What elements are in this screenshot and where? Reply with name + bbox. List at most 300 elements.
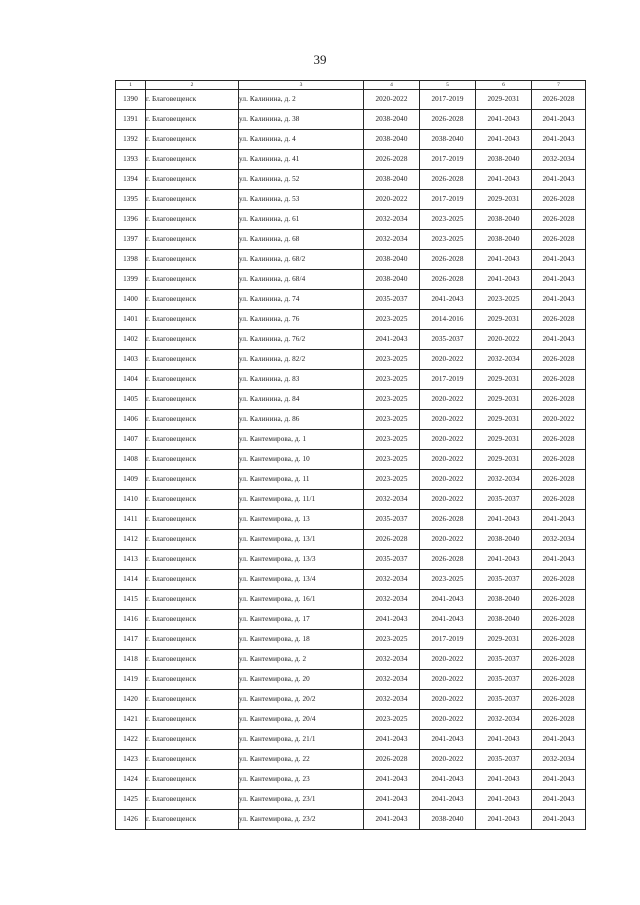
address-cell: ул. Кантемирова, д. 13/1 <box>239 530 364 550</box>
table-row <box>116 650 586 670</box>
row-number-cell: 1402 <box>116 330 146 350</box>
period-cell-7: 2041-2043 <box>532 810 586 830</box>
city-cell: г. Благовещенск <box>146 190 239 210</box>
period-cell-5: 2020-2022 <box>420 350 476 370</box>
row-number-cell: 1393 <box>116 150 146 170</box>
period-cell-7: 2041-2043 <box>532 110 586 130</box>
table-row <box>116 630 586 650</box>
period-cell-5: 2026-2028 <box>420 170 476 190</box>
period-cell-4: 2020-2022 <box>364 90 420 110</box>
address-cell: ул. Калинина, д. 68/2 <box>239 250 364 270</box>
row-number-cell: 1421 <box>116 710 146 730</box>
city-cell: г. Благовещенск <box>146 590 239 610</box>
city-cell: г. Благовещенск <box>146 430 239 450</box>
address-cell: ул. Калинина, д. 68 <box>239 230 364 250</box>
table-row <box>116 370 586 390</box>
period-cell-7: 2026-2028 <box>532 650 586 670</box>
city-cell: г. Благовещенск <box>146 110 239 130</box>
city-cell: г. Благовещенск <box>146 290 239 310</box>
address-cell: ул. Кантемирова, д. 20/2 <box>239 690 364 710</box>
period-cell-7: 2026-2028 <box>532 490 586 510</box>
period-cell-5: 2020-2022 <box>420 430 476 450</box>
period-cell-7: 2026-2028 <box>532 630 586 650</box>
period-cell-5: 2023-2025 <box>420 570 476 590</box>
city-cell: г. Благовещенск <box>146 470 239 490</box>
column-number: 7 <box>532 81 586 90</box>
city-cell: г. Благовещенск <box>146 250 239 270</box>
city-cell: г. Благовещенск <box>146 410 239 430</box>
address-cell: ул. Калинина, д. 61 <box>239 210 364 230</box>
row-number-cell: 1399 <box>116 270 146 290</box>
period-cell-6: 2041-2043 <box>476 250 532 270</box>
period-cell-7: 2026-2028 <box>532 370 586 390</box>
address-cell: ул. Калинина, д. 76/2 <box>239 330 364 350</box>
period-cell-4: 2041-2043 <box>364 770 420 790</box>
address-cell: ул. Кантемирова, д. 17 <box>239 610 364 630</box>
table-row <box>116 110 586 130</box>
period-cell-5: 2023-2025 <box>420 210 476 230</box>
period-cell-4: 2041-2043 <box>364 730 420 750</box>
period-cell-7: 2026-2028 <box>532 210 586 230</box>
address-cell: ул. Калинина, д. 83 <box>239 370 364 390</box>
period-cell-5: 2020-2022 <box>420 690 476 710</box>
table-row <box>116 230 586 250</box>
city-cell: г. Благовещенск <box>146 330 239 350</box>
city-cell: г. Благовещенск <box>146 90 239 110</box>
period-cell-4: 2023-2025 <box>364 430 420 450</box>
period-cell-6: 2029-2031 <box>476 410 532 430</box>
row-number-cell: 1410 <box>116 490 146 510</box>
period-cell-6: 2023-2025 <box>476 290 532 310</box>
city-cell: г. Благовещенск <box>146 310 239 330</box>
table-row <box>116 750 586 770</box>
address-cell: ул. Калинина, д. 68/4 <box>239 270 364 290</box>
row-number-cell: 1404 <box>116 370 146 390</box>
table-row <box>116 390 586 410</box>
table-row <box>116 810 586 830</box>
period-cell-7: 2041-2043 <box>532 270 586 290</box>
address-cell: ул. Кантемирова, д. 13 <box>239 510 364 530</box>
period-cell-4: 2023-2025 <box>364 450 420 470</box>
period-cell-4: 2026-2028 <box>364 750 420 770</box>
period-cell-7: 2041-2043 <box>532 290 586 310</box>
period-cell-4: 2023-2025 <box>364 370 420 390</box>
row-number-cell: 1401 <box>116 310 146 330</box>
period-cell-7: 2041-2043 <box>532 790 586 810</box>
city-cell: г. Благовещенск <box>146 730 239 750</box>
period-cell-7: 2026-2028 <box>532 610 586 630</box>
period-cell-6: 2032-2034 <box>476 710 532 730</box>
city-cell: г. Благовещенск <box>146 790 239 810</box>
table-row <box>116 450 586 470</box>
city-cell: г. Благовещенск <box>146 390 239 410</box>
address-cell: ул. Кантемирова, д. 11/1 <box>239 490 364 510</box>
table-row <box>116 510 586 530</box>
address-cell: ул. Кантемирова, д. 13/4 <box>239 570 364 590</box>
period-cell-5: 2017-2019 <box>420 150 476 170</box>
address-cell: ул. Калинина, д. 53 <box>239 190 364 210</box>
period-cell-7: 2041-2043 <box>532 770 586 790</box>
address-cell: ул. Кантемирова, д. 2 <box>239 650 364 670</box>
period-cell-7: 2020-2022 <box>532 410 586 430</box>
row-number-cell: 1419 <box>116 670 146 690</box>
period-cell-7: 2026-2028 <box>532 430 586 450</box>
period-cell-6: 2035-2037 <box>476 670 532 690</box>
table-row <box>116 330 586 350</box>
table-row <box>116 150 586 170</box>
city-cell: г. Благовещенск <box>146 150 239 170</box>
period-cell-4: 2023-2025 <box>364 630 420 650</box>
period-cell-4: 2020-2022 <box>364 190 420 210</box>
period-cell-7: 2026-2028 <box>532 230 586 250</box>
period-cell-4: 2035-2037 <box>364 510 420 530</box>
period-cell-5: 2041-2043 <box>420 610 476 630</box>
row-number-cell: 1420 <box>116 690 146 710</box>
column-number: 3 <box>239 81 364 90</box>
row-number-cell: 1426 <box>116 810 146 830</box>
city-cell: г. Благовещенск <box>146 370 239 390</box>
period-cell-4: 2023-2025 <box>364 350 420 370</box>
period-cell-5: 2038-2040 <box>420 130 476 150</box>
table-row <box>116 490 586 510</box>
address-cell: ул. Кантемирова, д. 18 <box>239 630 364 650</box>
period-cell-5: 2041-2043 <box>420 730 476 750</box>
city-cell: г. Благовещенск <box>146 610 239 630</box>
row-number-cell: 1423 <box>116 750 146 770</box>
table-row <box>116 710 586 730</box>
page-number: 39 <box>313 52 327 67</box>
period-cell-6: 2041-2043 <box>476 550 532 570</box>
period-cell-7: 2026-2028 <box>532 470 586 490</box>
period-cell-7: 2041-2043 <box>532 130 586 150</box>
city-cell: г. Благовещенск <box>146 510 239 530</box>
period-cell-5: 2026-2028 <box>420 550 476 570</box>
row-number-cell: 1412 <box>116 530 146 550</box>
city-cell: г. Благовещенск <box>146 770 239 790</box>
address-cell: ул. Калинина, д. 4 <box>239 130 364 150</box>
period-cell-6: 2041-2043 <box>476 270 532 290</box>
row-number-cell: 1416 <box>116 610 146 630</box>
row-number-cell: 1424 <box>116 770 146 790</box>
column-number: 5 <box>420 81 476 90</box>
period-cell-4: 2023-2025 <box>364 470 420 490</box>
table-row <box>116 470 586 490</box>
city-cell: г. Благовещенск <box>146 630 239 650</box>
city-cell: г. Благовещенск <box>146 550 239 570</box>
address-cell: ул. Кантемирова, д. 23 <box>239 770 364 790</box>
period-cell-6: 2029-2031 <box>476 390 532 410</box>
period-cell-6: 2041-2043 <box>476 730 532 750</box>
period-cell-5: 2026-2028 <box>420 110 476 130</box>
table-row <box>116 610 586 630</box>
period-cell-4: 2035-2037 <box>364 290 420 310</box>
address-cell: ул. Калинина, д. 76 <box>239 310 364 330</box>
address-cell: ул. Кантемирова, д. 13/3 <box>239 550 364 570</box>
city-cell: г. Благовещенск <box>146 570 239 590</box>
period-cell-7: 2032-2034 <box>532 750 586 770</box>
address-cell: ул. Калинина, д. 38 <box>239 110 364 130</box>
table-row <box>116 730 586 750</box>
address-cell: ул. Калинина, д. 2 <box>239 90 364 110</box>
period-cell-6: 2035-2037 <box>476 570 532 590</box>
period-cell-6: 2041-2043 <box>476 810 532 830</box>
period-cell-7: 2026-2028 <box>532 90 586 110</box>
table-row <box>116 170 586 190</box>
period-cell-5: 2023-2025 <box>420 230 476 250</box>
table-row <box>116 130 586 150</box>
row-number-cell: 1395 <box>116 190 146 210</box>
table-row <box>116 670 586 690</box>
row-number-cell: 1425 <box>116 790 146 810</box>
row-number-cell: 1408 <box>116 450 146 470</box>
address-cell: ул. Калинина, д. 74 <box>239 290 364 310</box>
column-number: 1 <box>116 81 146 90</box>
period-cell-4: 2032-2034 <box>364 690 420 710</box>
period-cell-4: 2032-2034 <box>364 570 420 590</box>
column-number: 6 <box>476 81 532 90</box>
period-cell-5: 2020-2022 <box>420 670 476 690</box>
column-number-row <box>116 81 586 90</box>
period-cell-6: 2029-2031 <box>476 370 532 390</box>
period-cell-6: 2029-2031 <box>476 450 532 470</box>
period-cell-6: 2038-2040 <box>476 210 532 230</box>
table-row <box>116 190 586 210</box>
period-cell-4: 2032-2034 <box>364 210 420 230</box>
period-cell-6: 2038-2040 <box>476 150 532 170</box>
period-cell-6: 2035-2037 <box>476 490 532 510</box>
address-cell: ул. Калинина, д. 82/2 <box>239 350 364 370</box>
table-row <box>116 350 586 370</box>
period-cell-7: 2026-2028 <box>532 390 586 410</box>
period-cell-5: 2041-2043 <box>420 590 476 610</box>
address-cell: ул. Калинина, д. 86 <box>239 410 364 430</box>
address-cell: ул. Кантемирова, д. 20/4 <box>239 710 364 730</box>
city-cell: г. Благовещенск <box>146 810 239 830</box>
row-number-cell: 1415 <box>116 590 146 610</box>
table-row <box>116 770 586 790</box>
period-cell-6: 2029-2031 <box>476 430 532 450</box>
period-cell-4: 2038-2040 <box>364 170 420 190</box>
period-cell-5: 2026-2028 <box>420 270 476 290</box>
city-cell: г. Благовещенск <box>146 650 239 670</box>
row-number-cell: 1392 <box>116 130 146 150</box>
period-cell-5: 2026-2028 <box>420 510 476 530</box>
row-number-cell: 1407 <box>116 430 146 450</box>
address-cell: ул. Кантемирова, д. 23/2 <box>239 810 364 830</box>
period-cell-5: 2041-2043 <box>420 290 476 310</box>
period-cell-7: 2026-2028 <box>532 690 586 710</box>
period-cell-6: 2038-2040 <box>476 230 532 250</box>
period-cell-6: 2041-2043 <box>476 110 532 130</box>
row-number-cell: 1417 <box>116 630 146 650</box>
period-cell-7: 2026-2028 <box>532 710 586 730</box>
period-cell-4: 2023-2025 <box>364 410 420 430</box>
period-cell-5: 2020-2022 <box>420 390 476 410</box>
row-number-cell: 1406 <box>116 410 146 430</box>
period-cell-5: 2038-2040 <box>420 810 476 830</box>
table-row <box>116 90 586 110</box>
table-row <box>116 250 586 270</box>
period-cell-5: 2020-2022 <box>420 710 476 730</box>
table-body <box>116 90 586 830</box>
period-cell-7: 2026-2028 <box>532 350 586 370</box>
period-cell-7: 2026-2028 <box>532 590 586 610</box>
table-row <box>116 410 586 430</box>
period-cell-5: 2041-2043 <box>420 770 476 790</box>
row-number-cell: 1396 <box>116 210 146 230</box>
table-row <box>116 310 586 330</box>
period-cell-5: 2017-2019 <box>420 190 476 210</box>
city-cell: г. Благовещенск <box>146 170 239 190</box>
period-cell-5: 2020-2022 <box>420 650 476 670</box>
period-cell-6: 2038-2040 <box>476 530 532 550</box>
period-cell-7: 2026-2028 <box>532 310 586 330</box>
table-row <box>116 550 586 570</box>
period-cell-6: 2041-2043 <box>476 130 532 150</box>
table-row <box>116 210 586 230</box>
table-row <box>116 430 586 450</box>
period-cell-4: 2023-2025 <box>364 390 420 410</box>
period-cell-6: 2029-2031 <box>476 190 532 210</box>
period-cell-4: 2038-2040 <box>364 250 420 270</box>
period-cell-7: 2041-2043 <box>532 510 586 530</box>
period-cell-7: 2041-2043 <box>532 550 586 570</box>
row-number-cell: 1394 <box>116 170 146 190</box>
city-cell: г. Благовещенск <box>146 230 239 250</box>
period-cell-6: 2041-2043 <box>476 170 532 190</box>
period-cell-4: 2032-2034 <box>364 650 420 670</box>
period-cell-4: 2041-2043 <box>364 810 420 830</box>
period-cell-6: 2029-2031 <box>476 630 532 650</box>
row-number-cell: 1400 <box>116 290 146 310</box>
address-cell: ул. Калинина, д. 41 <box>239 150 364 170</box>
period-cell-6: 2041-2043 <box>476 770 532 790</box>
city-cell: г. Благовещенск <box>146 750 239 770</box>
row-number-cell: 1398 <box>116 250 146 270</box>
period-cell-7: 2041-2043 <box>532 170 586 190</box>
period-cell-6: 2035-2037 <box>476 690 532 710</box>
address-cell: ул. Кантемирова, д. 21/1 <box>239 730 364 750</box>
row-number-cell: 1409 <box>116 470 146 490</box>
table-row <box>116 590 586 610</box>
period-cell-5: 2020-2022 <box>420 470 476 490</box>
period-cell-7: 2026-2028 <box>532 570 586 590</box>
city-cell: г. Благовещенск <box>146 490 239 510</box>
address-cell: ул. Калинина, д. 84 <box>239 390 364 410</box>
period-cell-4: 2023-2025 <box>364 710 420 730</box>
city-cell: г. Благовещенск <box>146 710 239 730</box>
table-row <box>116 790 586 810</box>
period-cell-5: 2020-2022 <box>420 490 476 510</box>
period-cell-4: 2041-2043 <box>364 790 420 810</box>
address-cell: ул. Кантемирова, д. 23/1 <box>239 790 364 810</box>
period-cell-5: 2020-2022 <box>420 450 476 470</box>
address-cell: ул. Кантемирова, д. 10 <box>239 450 364 470</box>
column-number: 4 <box>364 81 420 90</box>
period-cell-6: 2032-2034 <box>476 470 532 490</box>
row-number-cell: 1422 <box>116 730 146 750</box>
period-cell-7: 2041-2043 <box>532 730 586 750</box>
period-cell-4: 2032-2034 <box>364 590 420 610</box>
table-row <box>116 690 586 710</box>
period-cell-7: 2032-2034 <box>532 530 586 550</box>
period-cell-5: 2014-2016 <box>420 310 476 330</box>
city-cell: г. Благовещенск <box>146 690 239 710</box>
column-number: 2 <box>146 81 239 90</box>
period-cell-5: 2035-2037 <box>420 330 476 350</box>
address-cell: ул. Кантемирова, д. 20 <box>239 670 364 690</box>
address-cell: ул. Кантемирова, д. 11 <box>239 470 364 490</box>
city-cell: г. Благовещенск <box>146 450 239 470</box>
row-number-cell: 1403 <box>116 350 146 370</box>
period-cell-4: 2035-2037 <box>364 550 420 570</box>
table-row <box>116 290 586 310</box>
city-cell: г. Благовещенск <box>146 670 239 690</box>
period-cell-6: 2032-2034 <box>476 350 532 370</box>
period-cell-7: 2026-2028 <box>532 190 586 210</box>
period-cell-4: 2038-2040 <box>364 130 420 150</box>
address-cell: ул. Кантемирова, д. 16/1 <box>239 590 364 610</box>
address-cell: ул. Кантемирова, д. 22 <box>239 750 364 770</box>
period-cell-7: 2032-2034 <box>532 150 586 170</box>
row-number-cell: 1413 <box>116 550 146 570</box>
period-cell-6: 2029-2031 <box>476 310 532 330</box>
row-number-cell: 1411 <box>116 510 146 530</box>
city-cell: г. Благовещенск <box>146 350 239 370</box>
period-cell-4: 2041-2043 <box>364 330 420 350</box>
period-cell-4: 2032-2034 <box>364 670 420 690</box>
period-cell-5: 2020-2022 <box>420 750 476 770</box>
period-cell-4: 2041-2043 <box>364 610 420 630</box>
period-cell-4: 2023-2025 <box>364 310 420 330</box>
housing-registry-table <box>115 80 586 830</box>
period-cell-4: 2038-2040 <box>364 110 420 130</box>
city-cell: г. Благовещенск <box>146 130 239 150</box>
period-cell-6: 2041-2043 <box>476 790 532 810</box>
period-cell-4: 2032-2034 <box>364 230 420 250</box>
table-row <box>116 530 586 550</box>
period-cell-6: 2038-2040 <box>476 590 532 610</box>
period-cell-7: 2026-2028 <box>532 450 586 470</box>
period-cell-5: 2017-2019 <box>420 370 476 390</box>
period-cell-4: 2026-2028 <box>364 530 420 550</box>
row-number-cell: 1418 <box>116 650 146 670</box>
period-cell-6: 2020-2022 <box>476 330 532 350</box>
period-cell-5: 2020-2022 <box>420 530 476 550</box>
period-cell-7: 2041-2043 <box>532 330 586 350</box>
period-cell-7: 2041-2043 <box>532 250 586 270</box>
row-number-cell: 1390 <box>116 90 146 110</box>
row-number-cell: 1397 <box>116 230 146 250</box>
period-cell-6: 2035-2037 <box>476 750 532 770</box>
period-cell-4: 2032-2034 <box>364 490 420 510</box>
period-cell-5: 2017-2019 <box>420 630 476 650</box>
address-cell: ул. Калинина, д. 52 <box>239 170 364 190</box>
period-cell-4: 2026-2028 <box>364 150 420 170</box>
table-row <box>116 270 586 290</box>
period-cell-5: 2026-2028 <box>420 250 476 270</box>
period-cell-6: 2029-2031 <box>476 90 532 110</box>
address-cell: ул. Кантемирова, д. 1 <box>239 430 364 450</box>
city-cell: г. Благовещенск <box>146 530 239 550</box>
row-number-cell: 1391 <box>116 110 146 130</box>
row-number-cell: 1405 <box>116 390 146 410</box>
period-cell-6: 2041-2043 <box>476 510 532 530</box>
period-cell-7: 2026-2028 <box>532 670 586 690</box>
period-cell-4: 2038-2040 <box>364 270 420 290</box>
period-cell-6: 2038-2040 <box>476 610 532 630</box>
period-cell-5: 2041-2043 <box>420 790 476 810</box>
